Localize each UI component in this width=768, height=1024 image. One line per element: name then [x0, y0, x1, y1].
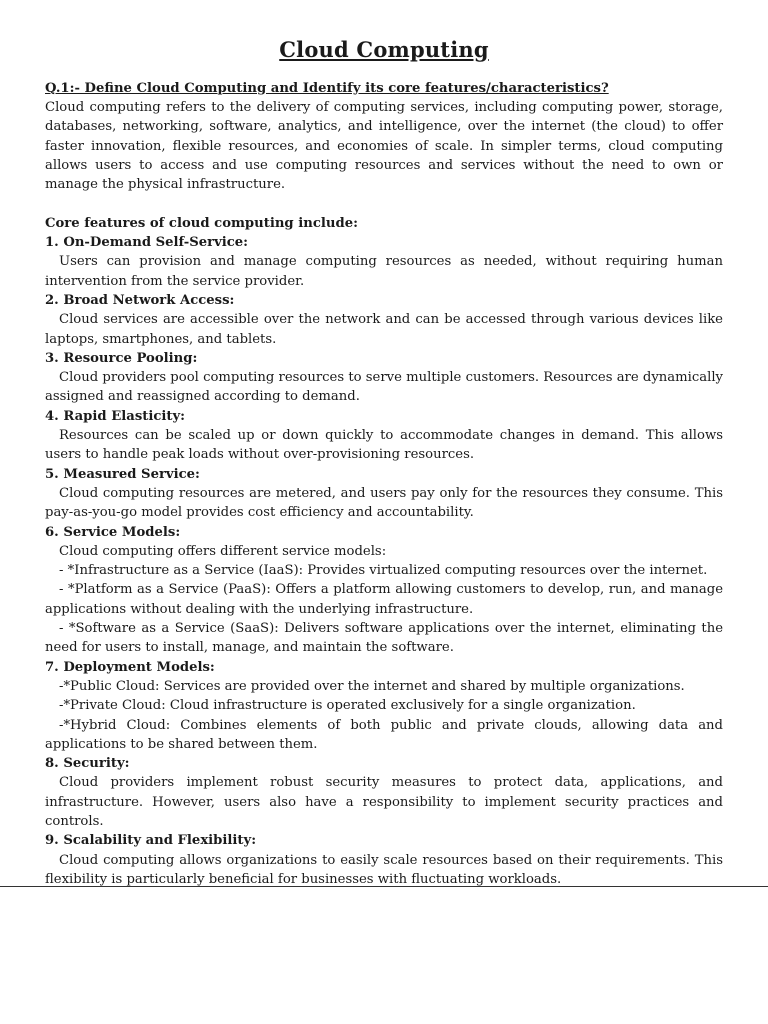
page-title: Cloud Computing — [279, 37, 489, 62]
spacer — [45, 194, 723, 213]
feature-heading-2: 2. Broad Network Access: — [45, 292, 235, 308]
deployment-model-private: -*Private Cloud: Cloud infrastructure is operated exclusively for a single organization. — [59, 698, 636, 714]
feature-heading-8: 8. Security: — [45, 756, 130, 772]
feature-heading-5: 5. Measured Service: — [45, 466, 200, 482]
core-features-heading: Core features of cloud computing include: — [45, 215, 358, 231]
question-heading: Q.1:- Define Cloud Computing and Identify its core features/characteristics? — [45, 81, 609, 96]
service-model-iaas: - *Infrastructure as a Service (IaaS): Provides virtualized computing resources over the internet. — [59, 563, 708, 579]
document-page — [45, 0, 723, 889]
feature-heading-7: 7. Deployment Models: — [45, 659, 215, 675]
feature-text-9: Cloud computing allows organizations to easily scale resources based on their requirements. This flexibility is particularly beneficial for businesses with fluctuating workloads. — [45, 852, 723, 887]
feature-text-4: Resources can be scaled up or down quickly to accommodate changes in demand. This allows users to handle peak loads without over-provisioning resources. — [45, 428, 723, 463]
feature-heading-9: 9. Scalability and Flexibility: — [45, 833, 257, 849]
service-model-paas: - *Platform as a Service (PaaS): Offers a platform allowing customers to develop, run, and manage applications without dealing with the underlying infrastructure. — [45, 582, 723, 617]
feature-text-5: Cloud computing resources are metered, and users pay only for the resources they consume. This pay-as-you-go model provides cost efficiency and accountability. — [45, 485, 723, 521]
deployment-model-public: -*Public Cloud: Services are provided over the internet and shared by multiple organizations. — [59, 678, 685, 694]
service-model-saas: - *Software as a Service (SaaS): Delivers software applications over the internet, eliminating the need for users to install, manage, and maintain the software. — [45, 621, 723, 656]
deployment-model-hybrid: -*Hybrid Cloud: Combines elements of both public and private clouds, allowing data and applications to be shared between them. — [45, 717, 723, 752]
page-divider — [0, 886, 768, 887]
feature-heading-4: 4. Rapid Elasticity: — [45, 408, 186, 424]
feature-heading-3: 3. Resource Pooling: — [45, 350, 198, 366]
feature-text-6: Cloud computing offers different service models: — [59, 543, 387, 559]
feature-text-1: Users can provision and manage computing resources as needed, without requiring human intervention from the service provider. — [45, 254, 723, 289]
feature-heading-6: 6. Service Models: — [45, 524, 181, 540]
feature-heading-1: 1. On-Demand Self-Service: — [45, 235, 249, 251]
intro-paragraph: Cloud computing refers to the delivery of computing services, including computing power, storage, databases, networking, software, analytics, and intelligence, over the internet (the cloud) to offer faster innovation, flexible resources, and economies of scale. In simpler terms, cloud computing allows users to access and use computing resources and services without the need to own or manage the physical infrastructure. — [45, 100, 723, 193]
feature-text-3: Cloud providers pool computing resources to serve multiple customers. Resources are dynamically assigned and reassigned according to demand. — [45, 370, 723, 405]
feature-text-8: Cloud providers implement robust security measures to protect data, applications, and infrastructure. However, users also have a responsibility to implement security practices and controls. — [45, 775, 723, 829]
feature-text-2: Cloud services are accessible over the network and can be accessed through various devices like laptops, smartphones, and tablets. — [45, 312, 723, 347]
